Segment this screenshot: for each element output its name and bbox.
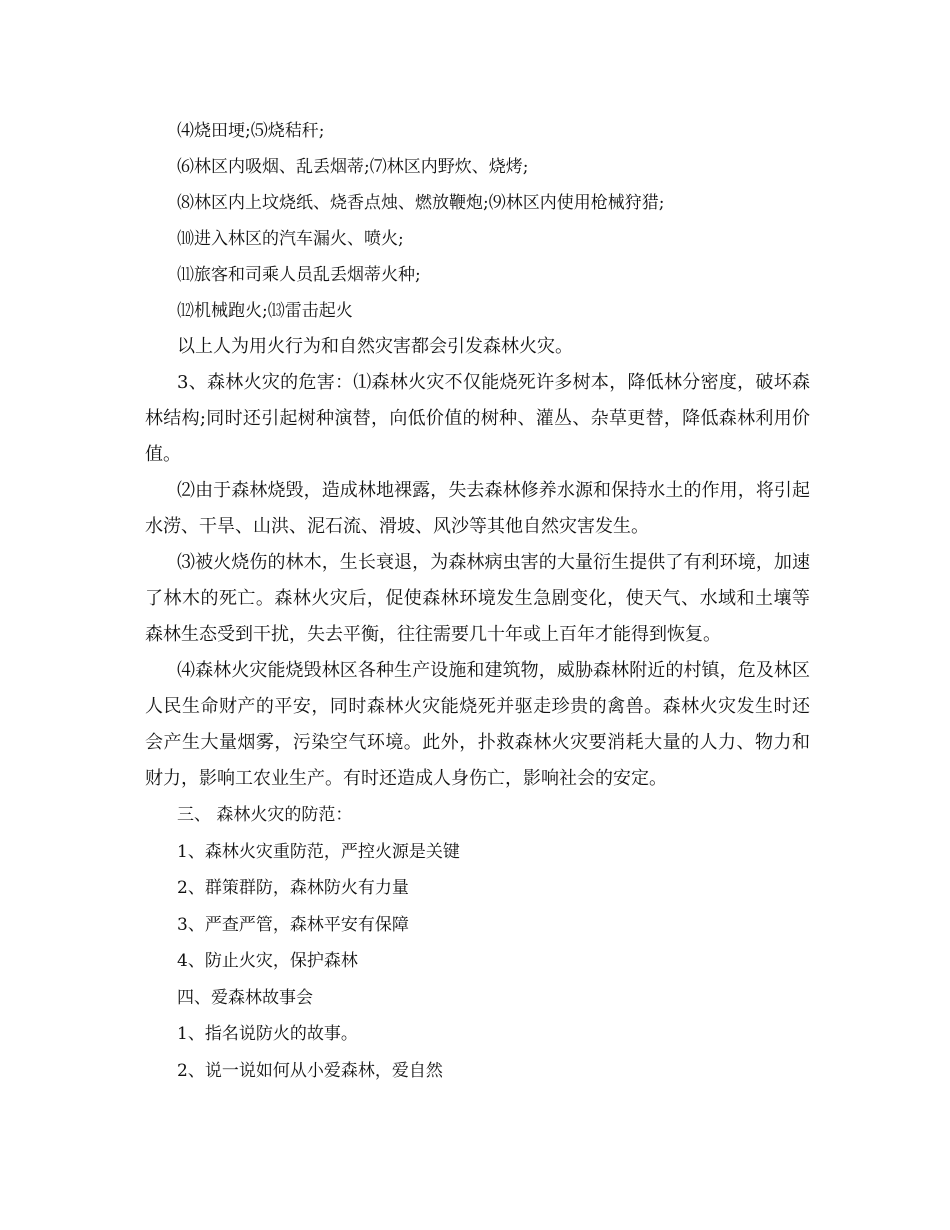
list-item: ⑿机械跑火;⒀雷击起火	[177, 301, 353, 321]
section-heading-prevention: 三、 森林火灾的防范：	[177, 805, 353, 825]
hazard-paragraph-2: ⑵由于森林烧毁，造成林地裸露，失去森林修养水源和保持水土的作用，将引起水涝、干旱、山洪、泥石流、滑坡、风沙等其他自然灾害发生。	[145, 480, 810, 537]
list-item: 3、严查严管，森林平安有保障	[177, 914, 409, 935]
list-item: ⑾旅客和司乘人员乱丢烟蒂火种;	[177, 265, 421, 285]
list-item: 4、防止火灾，保护森林	[177, 951, 358, 971]
list-item: 1、指名说防火的故事。	[177, 1024, 358, 1044]
summary-paragraph: 以上人为用火行为和自然灾害都会引发森林火灾。	[177, 336, 573, 357]
list-item: ⑹林区内吸烟、乱丢烟蒂;⑺林区内野炊、烧烤;	[177, 157, 529, 177]
hazard-paragraph-1: 3、森林火灾的危害：⑴森林火灾不仅能烧死许多树本，降低林分密度，破坏森林结构;同时还引起树种演替，向低价值的树种、灌丛、杂草更替，降低森林利用价值。	[145, 372, 810, 465]
fire-causes-list	[145, 113, 810, 329]
document-body	[145, 113, 810, 1089]
section-heading-story: 四、爱森林故事会	[177, 987, 313, 1008]
list-item: 1、森林火灾重防范，严控火源是关键	[177, 841, 460, 862]
hazard-paragraph-4: ⑷森林火灾能烧毁林区各种生产设施和建筑物，威胁森林附近的村镇，危及林区人民生命财产的平安，同时森林火灾能烧死并驱走珍贵的禽兽。森林火灾发生时还会产生大量烟雾，污染空气环境。此外，扑救森林火灾要消耗大量的人力、物力和财力，影响工农业生产。有时还造成人身伤亡，影响社会的安定。	[145, 660, 810, 789]
list-item: ⑽进入林区的汽车漏火、喷火;	[177, 229, 404, 249]
list-item: 2、群策群防，森林防火有力量	[177, 878, 409, 898]
list-item: ⑻林区内上坟烧纸、烧香点烛、燃放鞭炮;⑼林区内使用枪械狩猎;	[177, 193, 665, 213]
list-item: ⑷烧田埂;⑸烧秸秆;	[177, 121, 325, 141]
hazard-paragraph-3: ⑶被火烧伤的林木，生长衰退，为森林病虫害的大量衍生提供了有利环境，加速了林木的死亡。森林火灾后，促使森林环境发生急剧变化，使天气、水域和土壤等森林生态受到干扰，失去平衡，往往需要几十年或上百年才能得到恢复。	[145, 552, 810, 645]
list-item: 2、说一说如何从小爱森林，爱自然	[177, 1060, 443, 1081]
